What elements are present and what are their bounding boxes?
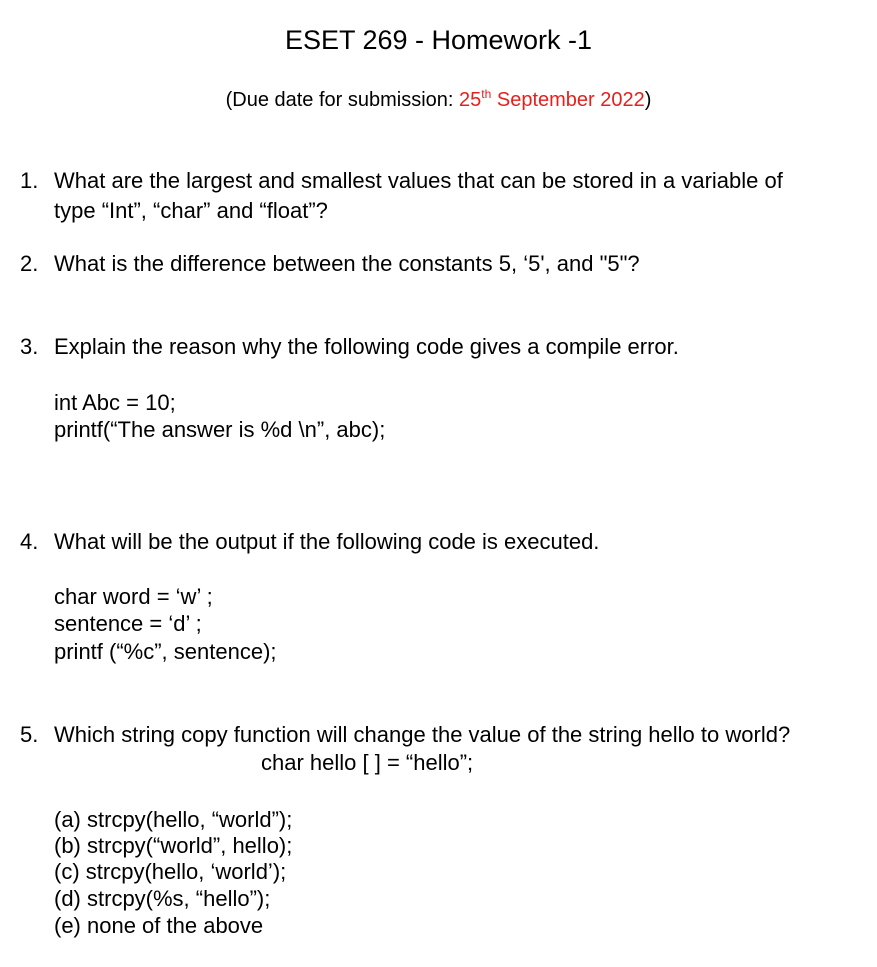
question-2-number: 2. bbox=[20, 251, 39, 276]
question-3-code-line-2: printf(“The answer is %d \n”, abc); bbox=[54, 417, 386, 442]
due-date-close: ) bbox=[644, 89, 652, 111]
due-date-line bbox=[0, 87, 877, 113]
due-date-value bbox=[459, 89, 645, 111]
question-5-option-b: (b) strcpy(“world”, hello); bbox=[54, 833, 293, 858]
question-4-code-line-2: sentence = ‘d’ ; bbox=[54, 611, 202, 636]
question-5-option-c: (c) strcpy(hello, ‘world’); bbox=[54, 859, 287, 884]
question-3-text: Explain the reason why the following code gives a compile error. bbox=[54, 334, 679, 359]
question-5-number: 5. bbox=[20, 722, 39, 747]
question-5-text: Which string copy function will change the value of the string hello to world? bbox=[54, 722, 791, 747]
question-1-text-line-1: What are the largest and smallest values that can be stored in a variable of bbox=[54, 168, 783, 193]
due-date-day: 25 bbox=[459, 89, 482, 111]
due-date-ordinal: th bbox=[481, 87, 492, 101]
due-date-prefix: (Due date for submission: bbox=[225, 89, 460, 111]
question-5-option-d: (d) strcpy(%s, “hello”); bbox=[54, 886, 271, 911]
question-5-statement: char hello [ ] = “hello”; bbox=[261, 750, 474, 775]
question-1-text-line-2: type “Int”, “char” and “float”? bbox=[54, 198, 328, 223]
question-3-number: 3. bbox=[20, 334, 39, 359]
question-4-number: 4. bbox=[20, 529, 39, 554]
page-title: ESET 269 - Homework -1 bbox=[284, 25, 593, 55]
question-2-text: What is the difference between the constants 5, ‘5', and "5"? bbox=[54, 251, 640, 276]
question-5-option-e: (e) none of the above bbox=[54, 913, 264, 938]
question-4-code-line-3: printf (“%c”, sentence); bbox=[54, 639, 277, 664]
question-4-text: What will be the output if the following code is executed. bbox=[54, 529, 600, 554]
question-5-option-a: (a) strcpy(hello, “world”); bbox=[54, 807, 293, 832]
due-date-month-year: September 2022 bbox=[491, 89, 645, 111]
question-1-number: 1. bbox=[20, 168, 39, 193]
question-3-code-line-1: int Abc = 10; bbox=[54, 390, 176, 415]
question-4-code-line-1: char word = ‘w’ ; bbox=[54, 584, 213, 609]
